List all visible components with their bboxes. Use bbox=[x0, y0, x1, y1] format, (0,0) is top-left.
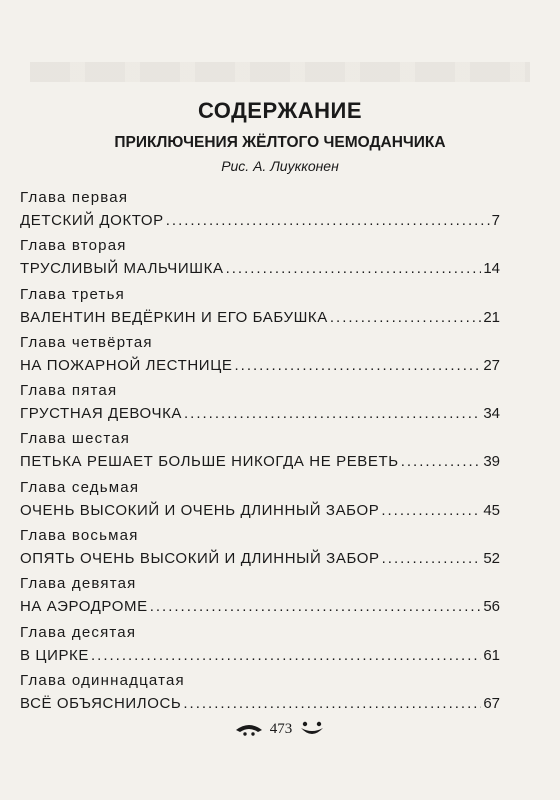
toc-line bbox=[20, 356, 500, 376]
toc-entry bbox=[20, 574, 500, 622]
chapter-title: ВАЛЕНТИН ВЕДЁРКИН И ЕГО БАБУШКА bbox=[20, 308, 328, 326]
chapter-number: Глава восьмая bbox=[20, 527, 139, 545]
dot-leader bbox=[330, 308, 481, 328]
folio-page-number: 473 bbox=[269, 720, 293, 737]
toc-line bbox=[20, 549, 500, 569]
page-number: 61 bbox=[483, 646, 500, 664]
bleed-through-ornament-band bbox=[30, 62, 530, 82]
chapter-title: ОПЯТЬ ОЧЕНЬ ВЫСОКИЙ И ДЛИННЫЙ ЗАБОР bbox=[20, 550, 380, 568]
toc-entry bbox=[20, 526, 500, 574]
chapter-title: ТРУСЛИВЫЙ МАЛЬЧИШКА bbox=[20, 260, 224, 278]
page-number: 45 bbox=[483, 501, 500, 519]
toc-entry bbox=[20, 623, 500, 671]
chapter-title: ДЕТСКИЙ ДОКТОР bbox=[20, 212, 164, 229]
toc-entry bbox=[20, 188, 500, 236]
dot-leader bbox=[166, 211, 490, 231]
dot-leader bbox=[382, 549, 482, 569]
page-title: СОДЕРЖАНИЕ bbox=[197, 98, 363, 123]
dot-leader bbox=[150, 597, 482, 617]
chapter-number: Глава четвёртая bbox=[20, 333, 153, 351]
dot-leader bbox=[91, 646, 481, 666]
chapter-number: Глава одиннадцатая bbox=[20, 671, 185, 689]
chapter-number: Глава первая bbox=[20, 189, 129, 206]
illustrator-credit: Рис. А. Лиукконен bbox=[221, 158, 339, 174]
dot-leader bbox=[184, 404, 481, 424]
page-number: 56 bbox=[483, 598, 500, 616]
chapter-title: ПЕТЬКА РЕШАЕТ БОЛЬШЕ НИКОГДА НЕ РЕВЕТЬ bbox=[20, 453, 399, 471]
page-footer bbox=[0, 720, 560, 738]
chapter-number: Глава шестая bbox=[20, 430, 131, 448]
page-number: 27 bbox=[483, 356, 500, 374]
toc-line bbox=[20, 501, 500, 521]
page-number: 67 bbox=[483, 694, 500, 712]
page-number: 21 bbox=[483, 308, 500, 326]
chapter-title: В ЦИРКЕ bbox=[20, 646, 89, 664]
toc-entry bbox=[20, 478, 500, 526]
toc-line bbox=[20, 404, 500, 424]
chapter-number: Глава десятая bbox=[20, 623, 137, 641]
toc-entry bbox=[20, 429, 500, 477]
toc-line bbox=[20, 211, 500, 231]
chapter-title: ГРУСТНАЯ ДЕВОЧКА bbox=[20, 405, 183, 423]
chapter-number: Глава седьмая bbox=[20, 478, 140, 496]
page-number: 39 bbox=[483, 453, 500, 471]
toc-entry bbox=[20, 236, 500, 284]
page-number: 14 bbox=[483, 260, 500, 278]
dot-leader bbox=[226, 259, 482, 279]
dot-leader bbox=[183, 694, 481, 714]
chapter-number: Глава вторая bbox=[20, 237, 127, 255]
chapter-title: НА АЭРОДРОМЕ bbox=[20, 598, 148, 616]
table-of-contents bbox=[20, 188, 500, 719]
page-number: 52 bbox=[483, 550, 500, 568]
toc-line bbox=[20, 452, 500, 472]
telephone-ornament-icon bbox=[234, 721, 264, 737]
toc-line bbox=[20, 646, 500, 666]
chapter-title: ОЧЕНЬ ВЫСОКИЙ И ОЧЕНЬ ДЛИННЫЙ ЗАБОР bbox=[20, 501, 380, 519]
dot-leader bbox=[235, 356, 482, 376]
toc-line bbox=[20, 308, 500, 328]
toc-entry bbox=[20, 333, 500, 381]
toc-line bbox=[20, 259, 500, 279]
chapter-title: ВСЁ ОБЪЯСНИЛОСЬ bbox=[20, 694, 182, 712]
chapter-title: НА ПОЖАРНОЙ ЛЕСТНИЦЕ bbox=[20, 356, 233, 374]
book-subtitle: ПРИКЛЮЧЕНИЯ ЖЁЛТОГО ЧЕМОДАНЧИКА bbox=[114, 134, 446, 151]
dot-leader bbox=[401, 452, 482, 472]
toc-line bbox=[20, 694, 500, 714]
page-header bbox=[0, 98, 560, 175]
dot-leader bbox=[381, 501, 481, 521]
toc-entry bbox=[20, 671, 500, 719]
page-number: 7 bbox=[491, 212, 500, 229]
toc-line bbox=[20, 597, 500, 617]
toc-entry bbox=[20, 381, 500, 429]
chapter-number: Глава третья bbox=[20, 285, 125, 303]
chapter-number: Глава пятая bbox=[20, 382, 118, 400]
toc-entry bbox=[20, 285, 500, 333]
page-number: 34 bbox=[483, 405, 500, 423]
smile-ornament-icon bbox=[298, 720, 326, 738]
chapter-number: Глава девятая bbox=[20, 575, 137, 593]
